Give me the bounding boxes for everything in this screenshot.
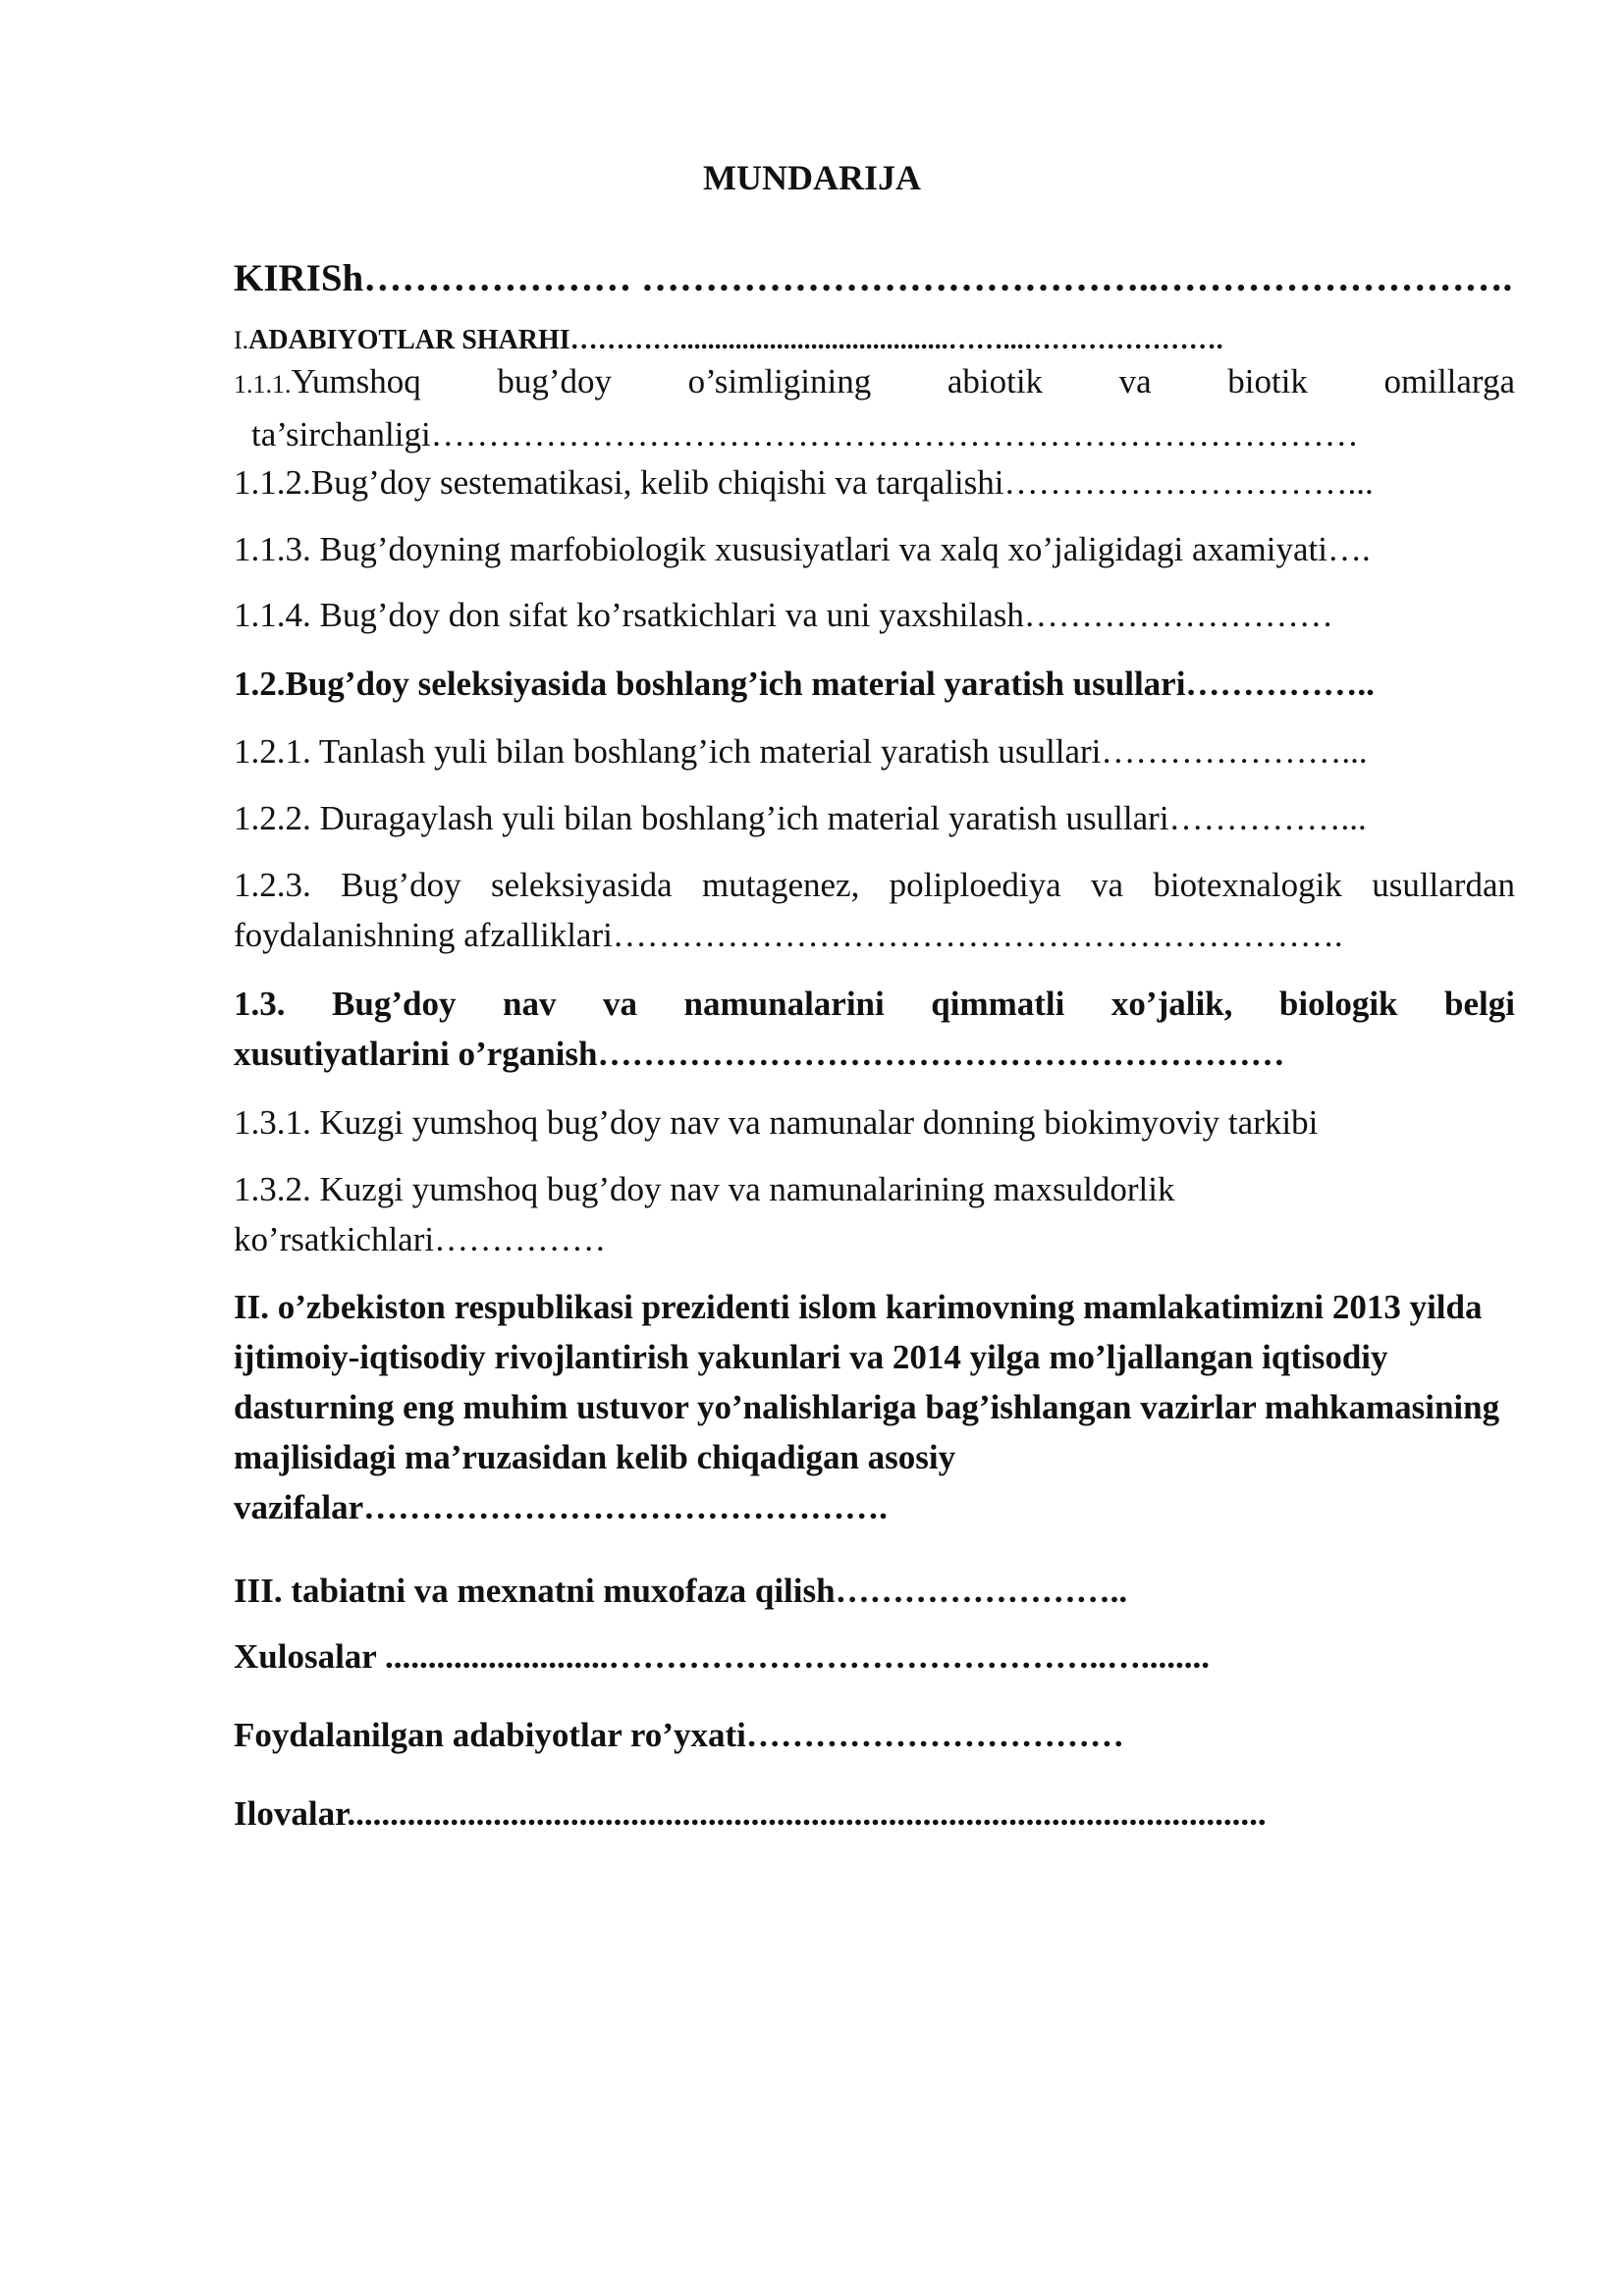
- toc-entry-number: 1.1.1.: [234, 370, 292, 399]
- toc-entry-line: 1.3.2. Kuzgi yumshoq bug’doy nav va namunalarining maxsuldorlik: [234, 1170, 1175, 1208]
- toc-entry-line: 1.3. Bug’doy nav va namunalarini qimmatli xo’jalik, biologik belgi: [234, 985, 1515, 1023]
- toc-entry-1-3-1: 1.3.1. Kuzgi yumshoq bug’doy nav va namunalar donning biokimyoviy tarkibi: [234, 1103, 1319, 1142]
- toc-entry-1-1-3: 1.1.3. Bug’doyning marfobiologik xususiyatlari va xalq xo’jaligidagi axamiyati….: [234, 530, 1371, 568]
- toc-entry-label: ADABIYOTLAR SHARHI………….......................................……...………………….: [248, 325, 1223, 355]
- toc-entry-1-3: [234, 979, 1515, 1079]
- toc-entry-1-2-3: [234, 860, 1515, 960]
- toc-entry-xulosalar: Xulosalar ..........................……………………………………..…........: [234, 1637, 1210, 1676]
- toc-entry-1-2: 1.2.Bug’doy seleksiyasida boshlang’ich material yaratish usullari……………..: [234, 665, 1375, 703]
- toc-entry-continuation: foydalanishning afzalliklari……………………………………………………….: [234, 916, 1343, 954]
- toc-entry-1-1-2: 1.1.2.Bug’doy sestematikasi, kelib chiqishi va tarqalishi…………………………...: [234, 463, 1374, 502]
- toc-entry-1-2-2: 1.2.2. Duragaylash yuli bilan boshlang’ich material yaratish usullari……………...: [234, 799, 1367, 837]
- toc-entry-kirish: KIRISh………………… …………………………………..……………………….: [234, 257, 1513, 299]
- page-title: MUNDARIJA: [703, 158, 921, 197]
- toc-entry-continuation: ta’sirchanligi………………………………………………………………………: [251, 415, 1359, 454]
- toc-entry-continuation: xusutiyatlarini o’rganish……………………………………………………: [234, 1035, 1285, 1073]
- toc-entry-continuation: ko’rsatkichlari……………: [234, 1220, 607, 1258]
- toc-entry-1-3-2: [234, 1164, 1515, 1264]
- toc-entry-1-1-4: 1.1.4. Bug’doy don sifat ko’rsatkichlari va uni yaxshilash………………………: [234, 596, 1333, 634]
- toc-entry-1-1-1: [234, 356, 1515, 459]
- toc-entry-foydalanilgan-adabiyotlar: Foydalanilgan adabiyotlar ro’yxati……………………………: [234, 1716, 1124, 1754]
- toc-entry-chapter-2: II. o’zbekiston respublikasi prezidenti islom karimovning mamlakatimizni 2013 yilda ijtimoiy-iqtisodiy rivojlantirish yakunlari va 2014 yilga mo’ljallangan iqtisodiy dasturning eng muhim ustuvor yo’nalishlariga bag’ishlangan vazirlar mahkamasining majlisidagi ma’ruzasidan kelib chiqadigan asosiy vazifalar……………………………………….: [234, 1288, 1500, 1526]
- toc-entry-line: [234, 356, 1515, 409]
- toc-entry-line: 1.2.3. Bug’doy seleksiyasida mutagenez, poliploediya va biotexnalogik usullardan: [234, 866, 1515, 904]
- toc-entry-number: I.: [234, 326, 249, 354]
- toc-entry-ilovalar: Ilovalar...........................................................................................................: [234, 1794, 1267, 1833]
- toc-entry-label: Yumshoq bug’doy o’simligining abiotik va biotik omillarga: [291, 362, 1515, 400]
- toc-entry-1-2-1: 1.2.1. Tanlash yuli bilan boshlang’ich material yaratish usullari…………………...: [234, 732, 1368, 771]
- toc-entry-chapter-3: III. tabiatni va mexnatni muxofaza qilish……………………..: [234, 1572, 1128, 1610]
